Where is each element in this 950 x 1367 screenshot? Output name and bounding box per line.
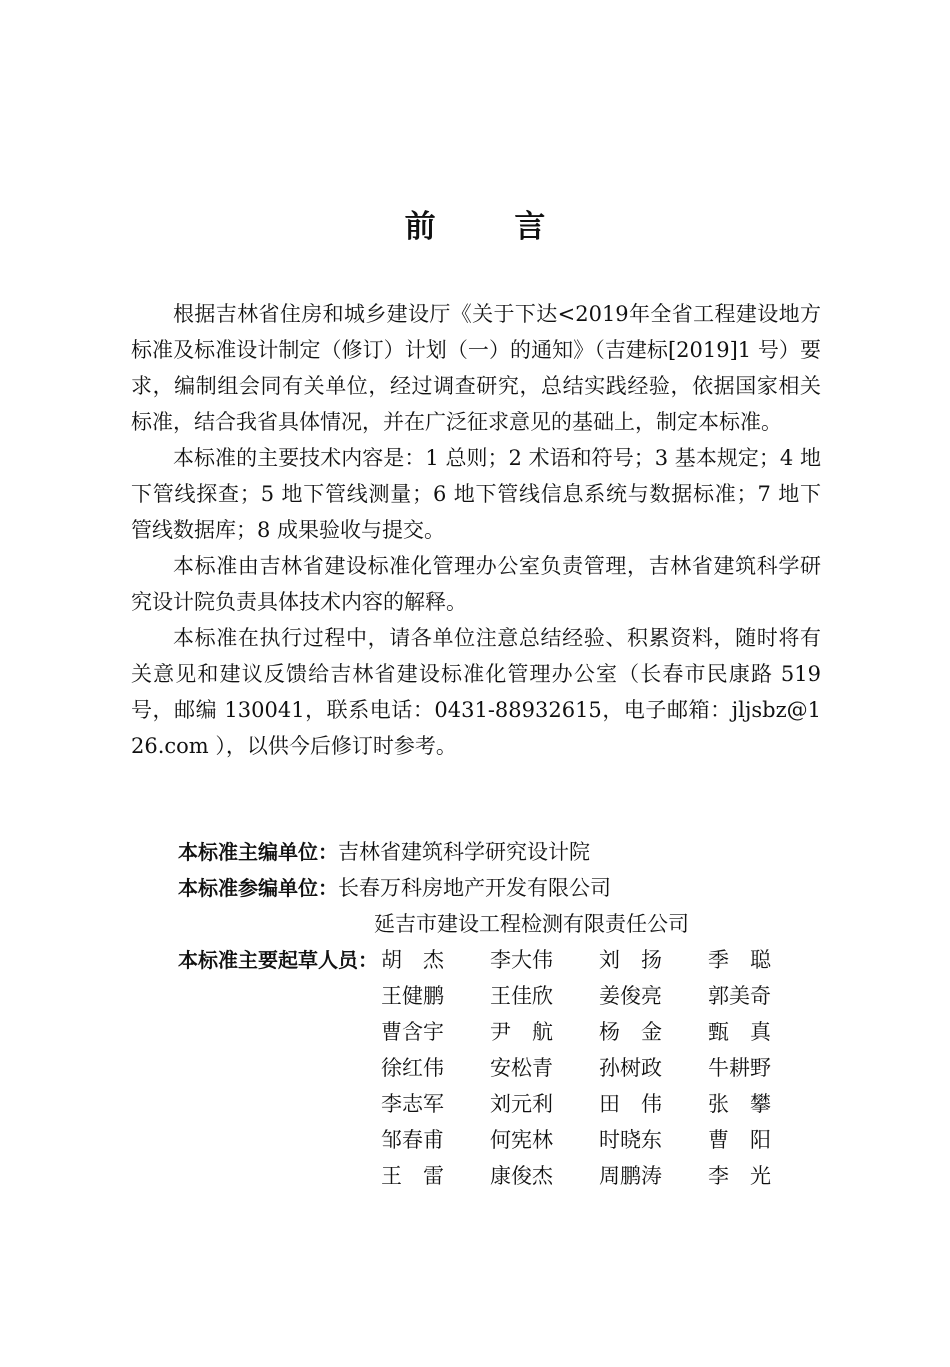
drafter-name: 尹航 [490, 1020, 574, 1044]
chief-unit-label: 本标准主编单位： [178, 840, 338, 864]
drafter-name: 徐红伟 [381, 1056, 444, 1080]
drafters-block [178, 942, 828, 1194]
drafter-name: 邹春甫 [381, 1128, 444, 1152]
participating-unit-row [178, 870, 828, 906]
drafter-name: 杨金 [599, 1020, 683, 1044]
drafter-name: 牛耕野 [708, 1056, 771, 1080]
drafter-name: 孙树政 [599, 1056, 662, 1080]
drafter-name: 姜俊亮 [599, 984, 662, 1008]
drafters-grid [381, 942, 817, 1194]
drafter-name: 康俊杰 [490, 1164, 553, 1188]
drafters-label: 本标准主要起草人员： [178, 948, 378, 972]
drafter-name: 安松青 [490, 1056, 553, 1080]
drafter-name: 张攀 [708, 1092, 792, 1116]
drafter-name: 王雷 [381, 1164, 465, 1188]
drafter-name: 刘元利 [490, 1092, 553, 1116]
chief-unit-row [178, 834, 828, 870]
drafter-name: 田伟 [599, 1092, 683, 1116]
preface-paragraph: 本标准在执行过程中，请各单位注意总结经验、积累资料，随时将有关意见和建议反馈给吉林省建设标准化管理办公室（长春市民康路 519 号，邮编 130041，联系电话：0431-88932615，电子邮箱：jljsbz@126.com ），以供今后修订时参考。 [131, 626, 821, 758]
drafter-name: 王佳欣 [490, 984, 553, 1008]
drafter-name: 李大伟 [490, 948, 553, 972]
drafter-name: 周鹏涛 [599, 1164, 662, 1188]
drafter-name: 曹阳 [708, 1128, 792, 1152]
drafter-name: 甄真 [708, 1020, 792, 1044]
drafter-name: 何宪林 [490, 1128, 553, 1152]
preface-paragraph: 根据吉林省住房和城乡建设厅《关于下达<2019年全省工程建设地方标准及标准设计制定（修订）计划（一）的通知》（吉建标[2019]1 号）要求，编制组会同有关单位，经过调查研究，总结实践经验，依据国家相关标准，结合我省具体情况，并在广泛征求意见的基础上，制定本标准。 [131, 302, 821, 434]
participating-unit-label: 本标准参编单位： [178, 876, 338, 900]
drafter-name: 刘扬 [599, 948, 683, 972]
participating-unit-row [178, 906, 828, 942]
drafter-name: 李光 [708, 1164, 792, 1188]
participating-unit-name: 长春万科房地产开发有限公司 [338, 876, 611, 900]
preface-body [131, 296, 821, 764]
drafter-name: 胡杰 [381, 948, 465, 972]
credits-section [178, 834, 828, 1194]
drafter-name: 郭美奇 [708, 984, 771, 1008]
preface-paragraph: 本标准的主要技术内容是：1 总则；2 术语和符号；3 基本规定；4 地下管线探查；5 地下管线测量；6 地下管线信息系统与数据标准；7 地下管线数据库；8 成果验收与提交。 [131, 446, 821, 542]
drafter-name: 王健鹏 [381, 984, 444, 1008]
drafter-name: 季聪 [708, 948, 792, 972]
preface-paragraph: 本标准由吉林省建设标准化管理办公室负责管理，吉林省建筑科学研究设计院负责具体技术内容的解释。 [131, 554, 821, 614]
participating-unit-name: 延吉市建设工程检测有限责任公司 [374, 912, 689, 936]
drafter-name: 李志军 [381, 1092, 444, 1116]
drafter-name: 曹含宇 [381, 1020, 444, 1044]
page-title: 前 言 [404, 209, 580, 245]
chief-unit-name: 吉林省建筑科学研究设计院 [338, 840, 590, 864]
drafter-name: 时晓东 [599, 1128, 662, 1152]
